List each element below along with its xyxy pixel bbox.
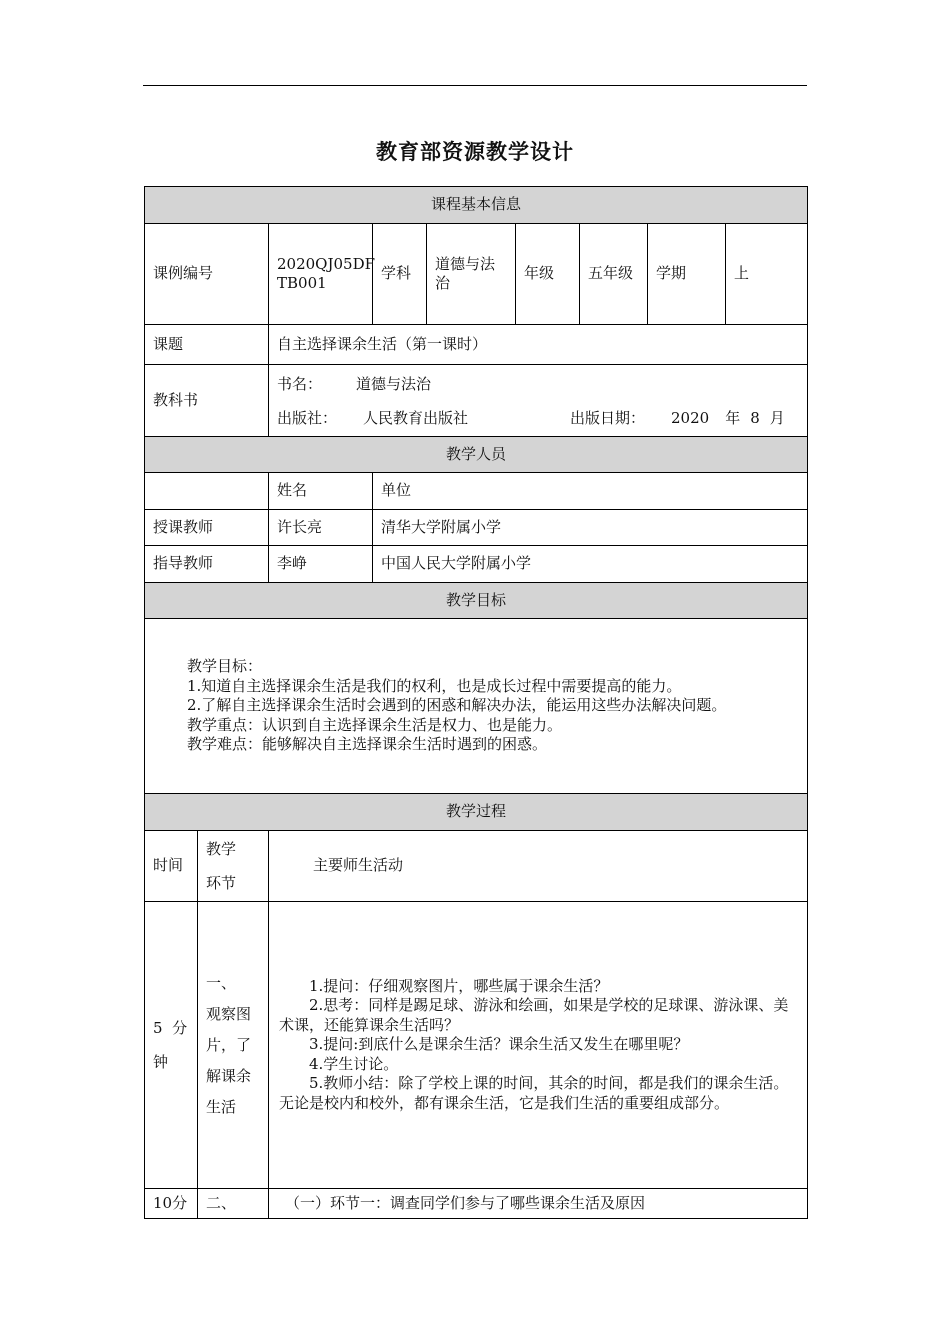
document-title: 教育部资源教学设计 [376,140,574,164]
grade-label: 年级 [516,224,580,325]
staff-col-unit: 单位 [373,473,808,510]
goals-line: 1.知道自主选择课余生活是我们的权利，也是成长过程中需要提高的能力。 [187,676,682,695]
process-activities [269,902,808,1189]
staff-name: 李峥 [269,546,373,583]
publish-date: 出版日期： 2020 年 8 月 [570,408,785,427]
header-rule [143,85,807,86]
subject-label: 学科 [373,224,427,325]
goals-line: 教学重点：认识到自主选择课余生活是权力、也是能力。 [187,715,563,734]
activity-item: 4.学生讨论。 [309,1054,399,1073]
goals-line: 教学目标： [187,657,263,676]
course-code-value: 2020QJ05DF TB001 [269,224,373,325]
term-value: 上 [726,224,808,325]
textbook-info [269,365,808,437]
process-time: 10分 [145,1189,198,1219]
process-time: 5 分 钟 [145,902,198,1189]
book-name-line: 书名： 道德与法治 [277,374,432,393]
staff-role: 授课教师 [145,510,269,546]
staff-unit: 清华大学附属小学 [373,510,808,546]
staff-unit: 中国人民大学附属小学 [373,546,808,583]
textbook-label: 教科书 [145,365,269,437]
goals-line: 2.了解自主选择课余生活时会遇到的困惑和解决办法，能运用这些办法解决问题。 [187,696,727,715]
staff-blank-cell [145,473,269,510]
activity-item: 1.提问：仔细观察图片，哪些属于课余生活？ [309,976,609,995]
section-header-staff: 教学人员 [145,437,808,473]
course-code-label: 课例编号 [145,224,269,325]
process-col-activity: 主要师生活动 [269,831,808,902]
activity-item: 3.提问:到底什么是课余生活？课余生活又发生在哪里呢？ [309,1035,689,1054]
activity-item: 5.教师小结：除了学校上课的时间，其余的时间，都是我们的课余生活。无论是校内和校外，都有课余生活，它是我们生活的重要组成部分。 [279,1074,789,1112]
publisher-line: 出版社： 人民教育出版社 出版日期： 2020 年 8 月 [277,401,799,435]
topic-label: 课题 [145,325,269,365]
activity-item: 2.思考：同样是踢足球、游泳和绘画，如果是学校的足球课、游泳课、美术课，还能算课余生活吗？ [279,996,789,1034]
process-stage: 二、 [198,1189,269,1219]
section-header-process: 教学过程 [145,794,808,831]
staff-col-name: 姓名 [269,473,373,510]
process-col-stage: 教学 环节 [198,831,269,902]
term-label: 学期 [648,224,726,325]
process-activity: （一）环节一：调查同学们参与了哪些课余生活及原因 [269,1189,808,1219]
process-stage: 一、 观察图 片，了 解课余 生活 [198,902,269,1189]
section-header-goals: 教学目标 [145,583,808,619]
process-col-time: 时间 [145,831,198,902]
topic-value: 自主选择课余生活（第一课时） [269,325,808,365]
lesson-design-table [144,186,808,1219]
goals-content [145,619,808,794]
subject-value: 道德与法 治 [427,224,516,325]
grade-value: 五年级 [580,224,648,325]
staff-name: 许长亮 [269,510,373,546]
staff-role: 指导教师 [145,546,269,583]
section-header-basic-info: 课程基本信息 [145,187,808,224]
goals-line: 教学难点：能够解决自主选择课余生活时遇到的困惑。 [187,735,548,754]
